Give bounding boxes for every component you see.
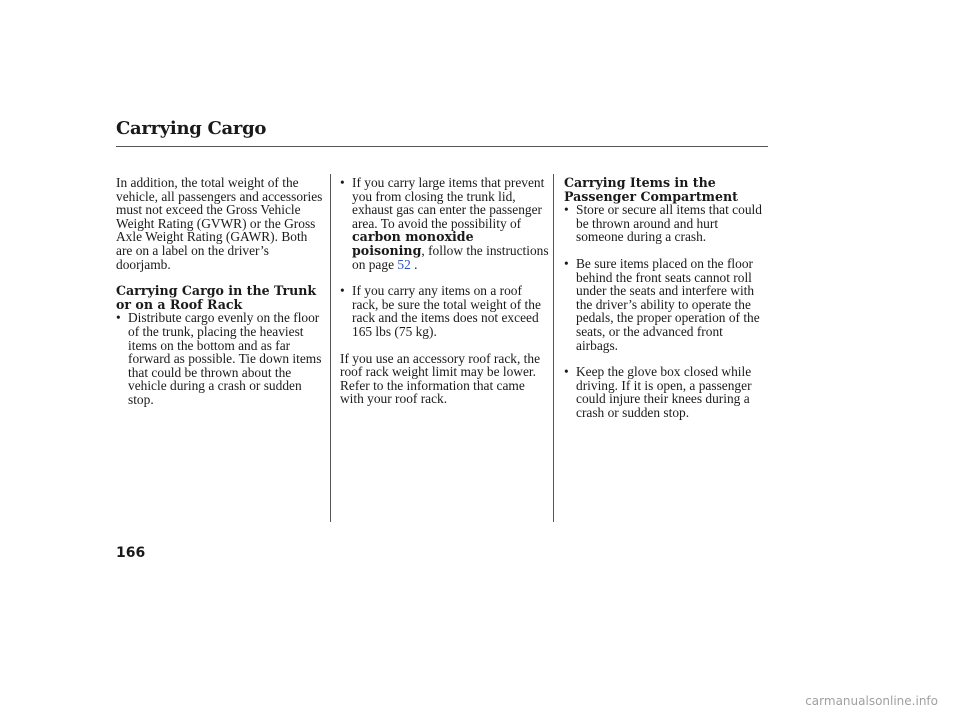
bullet-items-floor: • Be sure items placed on the floor behind the front seats cannot roll under the seats and interfere with the driver’s ability to operate the pedals, the proper operation of the seats, or the advanced front airbags.: [564, 257, 768, 352]
column-1: [116, 176, 324, 407]
bullet-large-items-text: If you carry large items that prevent you from closing the trunk lid, exhaust gas can enter the passenger area. To avoid the possibility of: [352, 175, 545, 231]
passenger-bullet-list: [564, 203, 768, 419]
trunk-bullet-list: [116, 311, 324, 406]
column-divider-2: [553, 174, 554, 522]
page-title: Carrying Cargo: [116, 118, 267, 139]
section-heading-trunk-roof-rack: Carrying Cargo in the Trunk or on a Roof Rack: [116, 283, 317, 312]
column-3: [564, 176, 768, 420]
column-2: [340, 176, 550, 406]
watermark: carmanualsonline.info: [805, 694, 938, 708]
roof-rack-paragraph: If you use an accessory roof rack, the roof rack weight limit may be lower. Refer to the information that came with your roof rack.: [340, 350, 541, 407]
intro-paragraph: In addition, the total weight of the vehicle, all passengers and accessories must not exceed the Gross Vehicle Weight Rating (GVWR) or the Gross Axle Weight Rating (GAWR). Both are on a label on the driver’s doorjamb.: [116, 175, 323, 272]
page-number: 166: [116, 545, 146, 561]
bullet-glove-box: • Keep the glove box closed while driving. If it is open, a passenger could injure their knees during a crash or sudden stop.: [564, 365, 768, 419]
bullet-large-items-after: , follow the instructions on page: [352, 242, 549, 272]
bullet-distribute-cargo: • Distribute cargo evenly on the floor of the trunk, placing the heaviest items on the bottom and as far forward as possible. Tie down items that could be thrown about the vehicle during a crash or sudden stop.: [116, 311, 324, 406]
roof-bullet-list: [340, 176, 550, 339]
bullet-store-secure: • Store or secure all items that could be thrown around and hurt someone during a crash.: [564, 203, 768, 244]
section-heading-passenger-compartment: Carrying Items in the Passenger Compartment: [564, 175, 738, 204]
bullet-roof-rack-weight: • If you carry any items on a roof rack, be sure the total weight of the rack and the items does not exceed 165 lbs (75 kg).: [340, 284, 550, 338]
bullet-large-items: [340, 176, 550, 271]
column-divider-1: [330, 174, 331, 522]
page-52-link[interactable]: 52: [397, 256, 411, 272]
carbon-monoxide-term: carbon monoxide poisoning: [352, 229, 474, 258]
title-rule: [116, 146, 768, 147]
bullet-large-items-end: .: [410, 256, 418, 272]
